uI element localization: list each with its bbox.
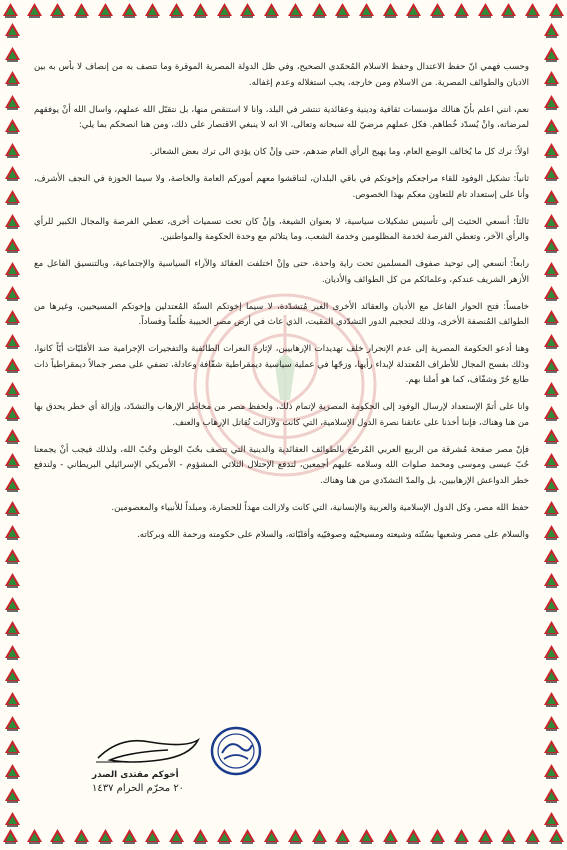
triangle-ornament-icon <box>4 620 21 637</box>
triangle-ornament-icon <box>4 381 21 398</box>
triangle-ornament-icon <box>543 452 560 469</box>
triangle-ornament-icon <box>4 261 21 278</box>
triangle-ornament-icon <box>144 2 161 19</box>
triangle-ornament-icon <box>263 2 280 19</box>
triangle-ornament-icon <box>4 237 21 254</box>
triangle-ornament-icon <box>4 548 21 565</box>
triangle-ornament-icon <box>477 828 494 845</box>
triangle-ornament-icon <box>500 828 517 845</box>
triangle-ornament-icon <box>4 22 21 39</box>
triangle-ornament-icon <box>500 2 517 19</box>
triangle-ornament-icon <box>4 524 21 541</box>
triangle-ornament-icon <box>543 285 560 302</box>
seal-stamp-icon <box>210 725 262 777</box>
triangle-ornament-icon <box>543 500 560 517</box>
paragraph: وانا على أتمّ الإستعداد لإرسال الوفود إلى الحكومة المصرية لإتمام ذلك، ولحفظ مصر من مخاطر الإرهاب والتشدّد، وإزالة أي خطر يحدق بها من هنا وهناك، فإننا أخذنا على عاتقنا نصرة الدول الإسلامية، التي كانت ولازالت تُقاتل الإرهاب والعنف. <box>34 402 529 428</box>
triangle-ornament-icon <box>121 2 138 19</box>
triangle-ornament-icon <box>543 596 560 613</box>
paragraph: ثالثاً: أنسعي الحثيث إلى تأسيس تشكيلات سياسية، لا بعنوان الشيعة، وإنْ كان تحت تسميات أخرى، تعطي الفرصة والمجال الكبير للرأي والرأي الآخر، وتعطي الفرصة لخدمة المظلومين وخدمة الشعب، وما يتلائم مع وحدة الحكومة والمواطنين. <box>34 216 529 242</box>
paragraph: والسلام على مصر وشعبها بسُنّته وشيعته ومسيحيّيه وصوفيّيه وأقليّاته، والسلام على حكومته ورحمة الله وبركاته. <box>137 529 529 540</box>
triangle-ornament-icon <box>543 333 560 350</box>
triangle-ornament-icon <box>4 118 21 135</box>
triangle-ornament-icon <box>543 189 560 206</box>
triangle-ornament-icon <box>358 828 375 845</box>
triangle-ornament-icon <box>216 828 233 845</box>
border-left <box>4 22 26 828</box>
triangle-ornament-icon <box>4 405 21 422</box>
triangle-ornament-icon <box>239 828 256 845</box>
triangle-ornament-icon <box>429 2 446 19</box>
triangle-ornament-icon <box>382 828 399 845</box>
paragraph: رابعاً: أنسعي إلى توحيد صفوف المسلمين تحت راية واحدة، حتى وإنْ اختلفت العقائد والآراء السياسية والإجتماعية، وبالتنسيق الفاعل مع الأزهر الشريف عندكم، وعلمائكم من كل الطوائف والأديان. <box>34 259 529 285</box>
triangle-ornament-icon <box>543 811 560 828</box>
triangle-ornament-icon <box>543 572 560 589</box>
triangle-ornament-icon <box>543 476 560 493</box>
triangle-ornament-icon <box>4 476 21 493</box>
triangle-ornament-icon <box>543 261 560 278</box>
triangle-ornament-icon <box>524 2 541 19</box>
triangle-ornament-icon <box>429 828 446 845</box>
triangle-ornament-icon <box>4 189 21 206</box>
triangle-ornament-icon <box>4 285 21 302</box>
triangle-ornament-icon <box>4 739 21 756</box>
handwritten-signature <box>90 730 210 768</box>
triangle-ornament-icon <box>543 46 560 63</box>
triangle-ornament-icon <box>4 70 21 87</box>
triangle-ornament-icon <box>543 739 560 756</box>
triangle-ornament-icon <box>4 500 21 517</box>
triangle-ornament-icon <box>543 309 560 326</box>
triangle-ornament-icon <box>4 142 21 159</box>
border-bottom <box>0 828 567 850</box>
triangle-ornament-icon <box>192 828 209 845</box>
triangle-ornament-icon <box>4 787 21 804</box>
paragraph: نعم، انني اعلم بأنّ هنالك مؤسسات ثقافية ودينية وعقائدية تنتشر في البلد، وانا لا استنقص منها، بل نتقبّل الله عملهم، واسال الله أنْ يوفقهم لمرضاته، وانْ يُسدّد خُطاهم. فكل عملهم مرضيّ لله سبحانه وتعالى، الا انه لا ينبغي الاقتصار على ذلك، ومن هنا انصحكم بما يلي: <box>34 104 529 130</box>
triangle-ornament-icon <box>192 2 209 19</box>
paragraph: خامساً: فتح الحوار الفاعل مع الأديان والعقائد الأخرى الغير مُتشدّدة، لا سيما إخوتكم السنّة المُعتدلين وإخوتكم المسيحيين، وغيرها من الطوائف المُنصفة الأخرى، وذلك لتحجيم الدور التشدّدي المقيت، الذي عاث في أرض مصر الحبيبة ظُلماً وفساداً. <box>34 301 529 327</box>
triangle-ornament-icon <box>4 357 21 374</box>
triangle-ornament-icon <box>26 2 43 19</box>
triangle-ornament-icon <box>168 2 185 19</box>
triangle-ornament-icon <box>287 2 304 19</box>
triangle-ornament-icon <box>543 357 560 374</box>
triangle-ornament-icon <box>73 828 90 845</box>
triangle-ornament-icon <box>543 644 560 661</box>
triangle-ornament-icon <box>4 213 21 230</box>
triangle-ornament-icon <box>49 828 66 845</box>
signature-block <box>90 730 220 794</box>
border-right <box>543 22 565 828</box>
triangle-ornament-icon <box>2 828 19 845</box>
triangle-ornament-icon <box>4 691 21 708</box>
triangle-ornament-icon <box>358 2 375 19</box>
triangle-ornament-icon <box>97 2 114 19</box>
paragraph: حفظ الله مصر، وكل الدول الإسلامية والعربية والإنسانية، التي كانت ولازالت مهداً للحضارة، ومبلداً للأنبياء والمعصومين. <box>111 502 529 513</box>
triangle-ornament-icon <box>49 2 66 19</box>
triangle-ornament-icon <box>405 2 422 19</box>
triangle-ornament-icon <box>168 828 185 845</box>
triangle-ornament-icon <box>287 828 304 845</box>
triangle-ornament-icon <box>477 2 494 19</box>
triangle-ornament-icon <box>26 828 43 845</box>
triangle-ornament-icon <box>543 667 560 684</box>
paragraph: وحسب فهمي انّ حفظ الاعتدال وحفظ الاسلام المُحمّدي الصحيح، وفي ظل الدولة المصرية الموقرة وما تتصف به من إنصاف لا بأس به بين الاديان والطوائف المصرية. من الاسلام ومن خارجه، يجب استغلاله وعدم إغفاله. <box>34 62 529 88</box>
triangle-ornament-icon <box>543 691 560 708</box>
triangle-ornament-icon <box>4 46 21 63</box>
triangle-ornament-icon <box>4 165 21 182</box>
triangle-ornament-icon <box>548 828 565 845</box>
signature-date: ٢٠ محرّم الحرام ١٤٣٧ <box>92 783 185 794</box>
triangle-ornament-icon <box>4 428 21 445</box>
triangle-ornament-icon <box>4 763 21 780</box>
triangle-ornament-icon <box>263 828 280 845</box>
triangle-ornament-icon <box>2 2 19 19</box>
triangle-ornament-icon <box>543 94 560 111</box>
triangle-ornament-icon <box>543 548 560 565</box>
paragraph: ثانياً: تشكيل الوفود للقاء مراجعكم وإخوتكم في باقي البلدان، لتناقشوا معهم أموركم العامة والخاصة، ولا سيما الحوزة في النجف الأشرف، وأنا على إستعداد تام للتعاون معكم بهذا الخصوص. <box>34 174 529 200</box>
triangle-ornament-icon <box>543 213 560 230</box>
triangle-ornament-icon <box>216 2 233 19</box>
triangle-ornament-icon <box>543 763 560 780</box>
triangle-ornament-icon <box>543 405 560 422</box>
triangle-ornament-icon <box>311 828 328 845</box>
triangle-ornament-icon <box>334 2 351 19</box>
triangle-ornament-icon <box>543 142 560 159</box>
triangle-ornament-icon <box>97 828 114 845</box>
triangle-ornament-icon <box>4 94 21 111</box>
triangle-ornament-icon <box>543 620 560 637</box>
triangle-ornament-icon <box>405 828 422 845</box>
border-top <box>0 2 567 24</box>
triangle-ornament-icon <box>311 2 328 19</box>
paragraph: اولاً: ترك كل ما يُخالف الوضع العام، وما يهيج الرأي العام ضدهم، حتى وإنْ كان يؤدي الى ترك بعض الشعائر. <box>149 147 529 157</box>
triangle-ornament-icon <box>543 165 560 182</box>
triangle-ornament-icon <box>4 644 21 661</box>
triangle-ornament-icon <box>4 333 21 350</box>
triangle-ornament-icon <box>382 2 399 19</box>
triangle-ornament-icon <box>144 828 161 845</box>
triangle-ornament-icon <box>239 2 256 19</box>
paragraph: وهنا أدعو الحكومة المصرية إلى عدم الإنجرار خلف تهديدات الإرهابيين، لإثارة النعرات الطائفية والتفجيرات الإجرامية ضد الأقليّات أيّاً كانوا، وذلك بفسح المجال للأطراف المُعتدلة لإبداء رأيها، وزجّها في عملية سياسية ديمقراطية شفّافة وعادلة، تضفي على مصر جمالاً ديمقراطياً ذات طابع حُرّ وشفّاف، كما هو أملنا بهم. <box>34 344 529 385</box>
triangle-ornament-icon <box>4 715 21 732</box>
triangle-ornament-icon <box>543 381 560 398</box>
triangle-ornament-icon <box>4 596 21 613</box>
triangle-ornament-icon <box>453 2 470 19</box>
triangle-ornament-icon <box>4 811 21 828</box>
triangle-ornament-icon <box>543 22 560 39</box>
triangle-ornament-icon <box>543 715 560 732</box>
triangle-ornament-icon <box>121 828 138 845</box>
triangle-ornament-icon <box>4 572 21 589</box>
triangle-ornament-icon <box>543 70 560 87</box>
triangle-ornament-icon <box>524 828 541 845</box>
paragraph: فإنّ مصر صفحة مُشرقة من الربيع العربي المُرصّع بالطوائف العقائدية والدينية التي تتصف بحُبّ الوطن وحُبّ الله، ولذلك فيجب أنْ يجمعنا حُبّ عيسى وموسى ومحمد صلوات الله وسلامه عليهم أجمعين، لندفع الإحتلال الثلاثي المشؤوم - الأمريكي الإسرائيلي البريطاني - ولندفع خطر الدواعش الإرهابيين، بل والمدّ التشدّدي من هنا وهناك. <box>34 444 529 486</box>
letter-body <box>34 60 529 555</box>
triangle-ornament-icon <box>4 452 21 469</box>
triangle-ornament-icon <box>543 428 560 445</box>
triangle-ornament-icon <box>548 2 565 19</box>
triangle-ornament-icon <box>543 118 560 135</box>
triangle-ornament-icon <box>4 309 21 326</box>
signatory-name: أخوكم مقتدى الصدر <box>92 770 179 780</box>
triangle-ornament-icon <box>4 667 21 684</box>
triangle-ornament-icon <box>334 828 351 845</box>
triangle-ornament-icon <box>73 2 90 19</box>
triangle-ornament-icon <box>453 828 470 845</box>
triangle-ornament-icon <box>543 237 560 254</box>
triangle-ornament-icon <box>543 524 560 541</box>
triangle-ornament-icon <box>543 787 560 804</box>
